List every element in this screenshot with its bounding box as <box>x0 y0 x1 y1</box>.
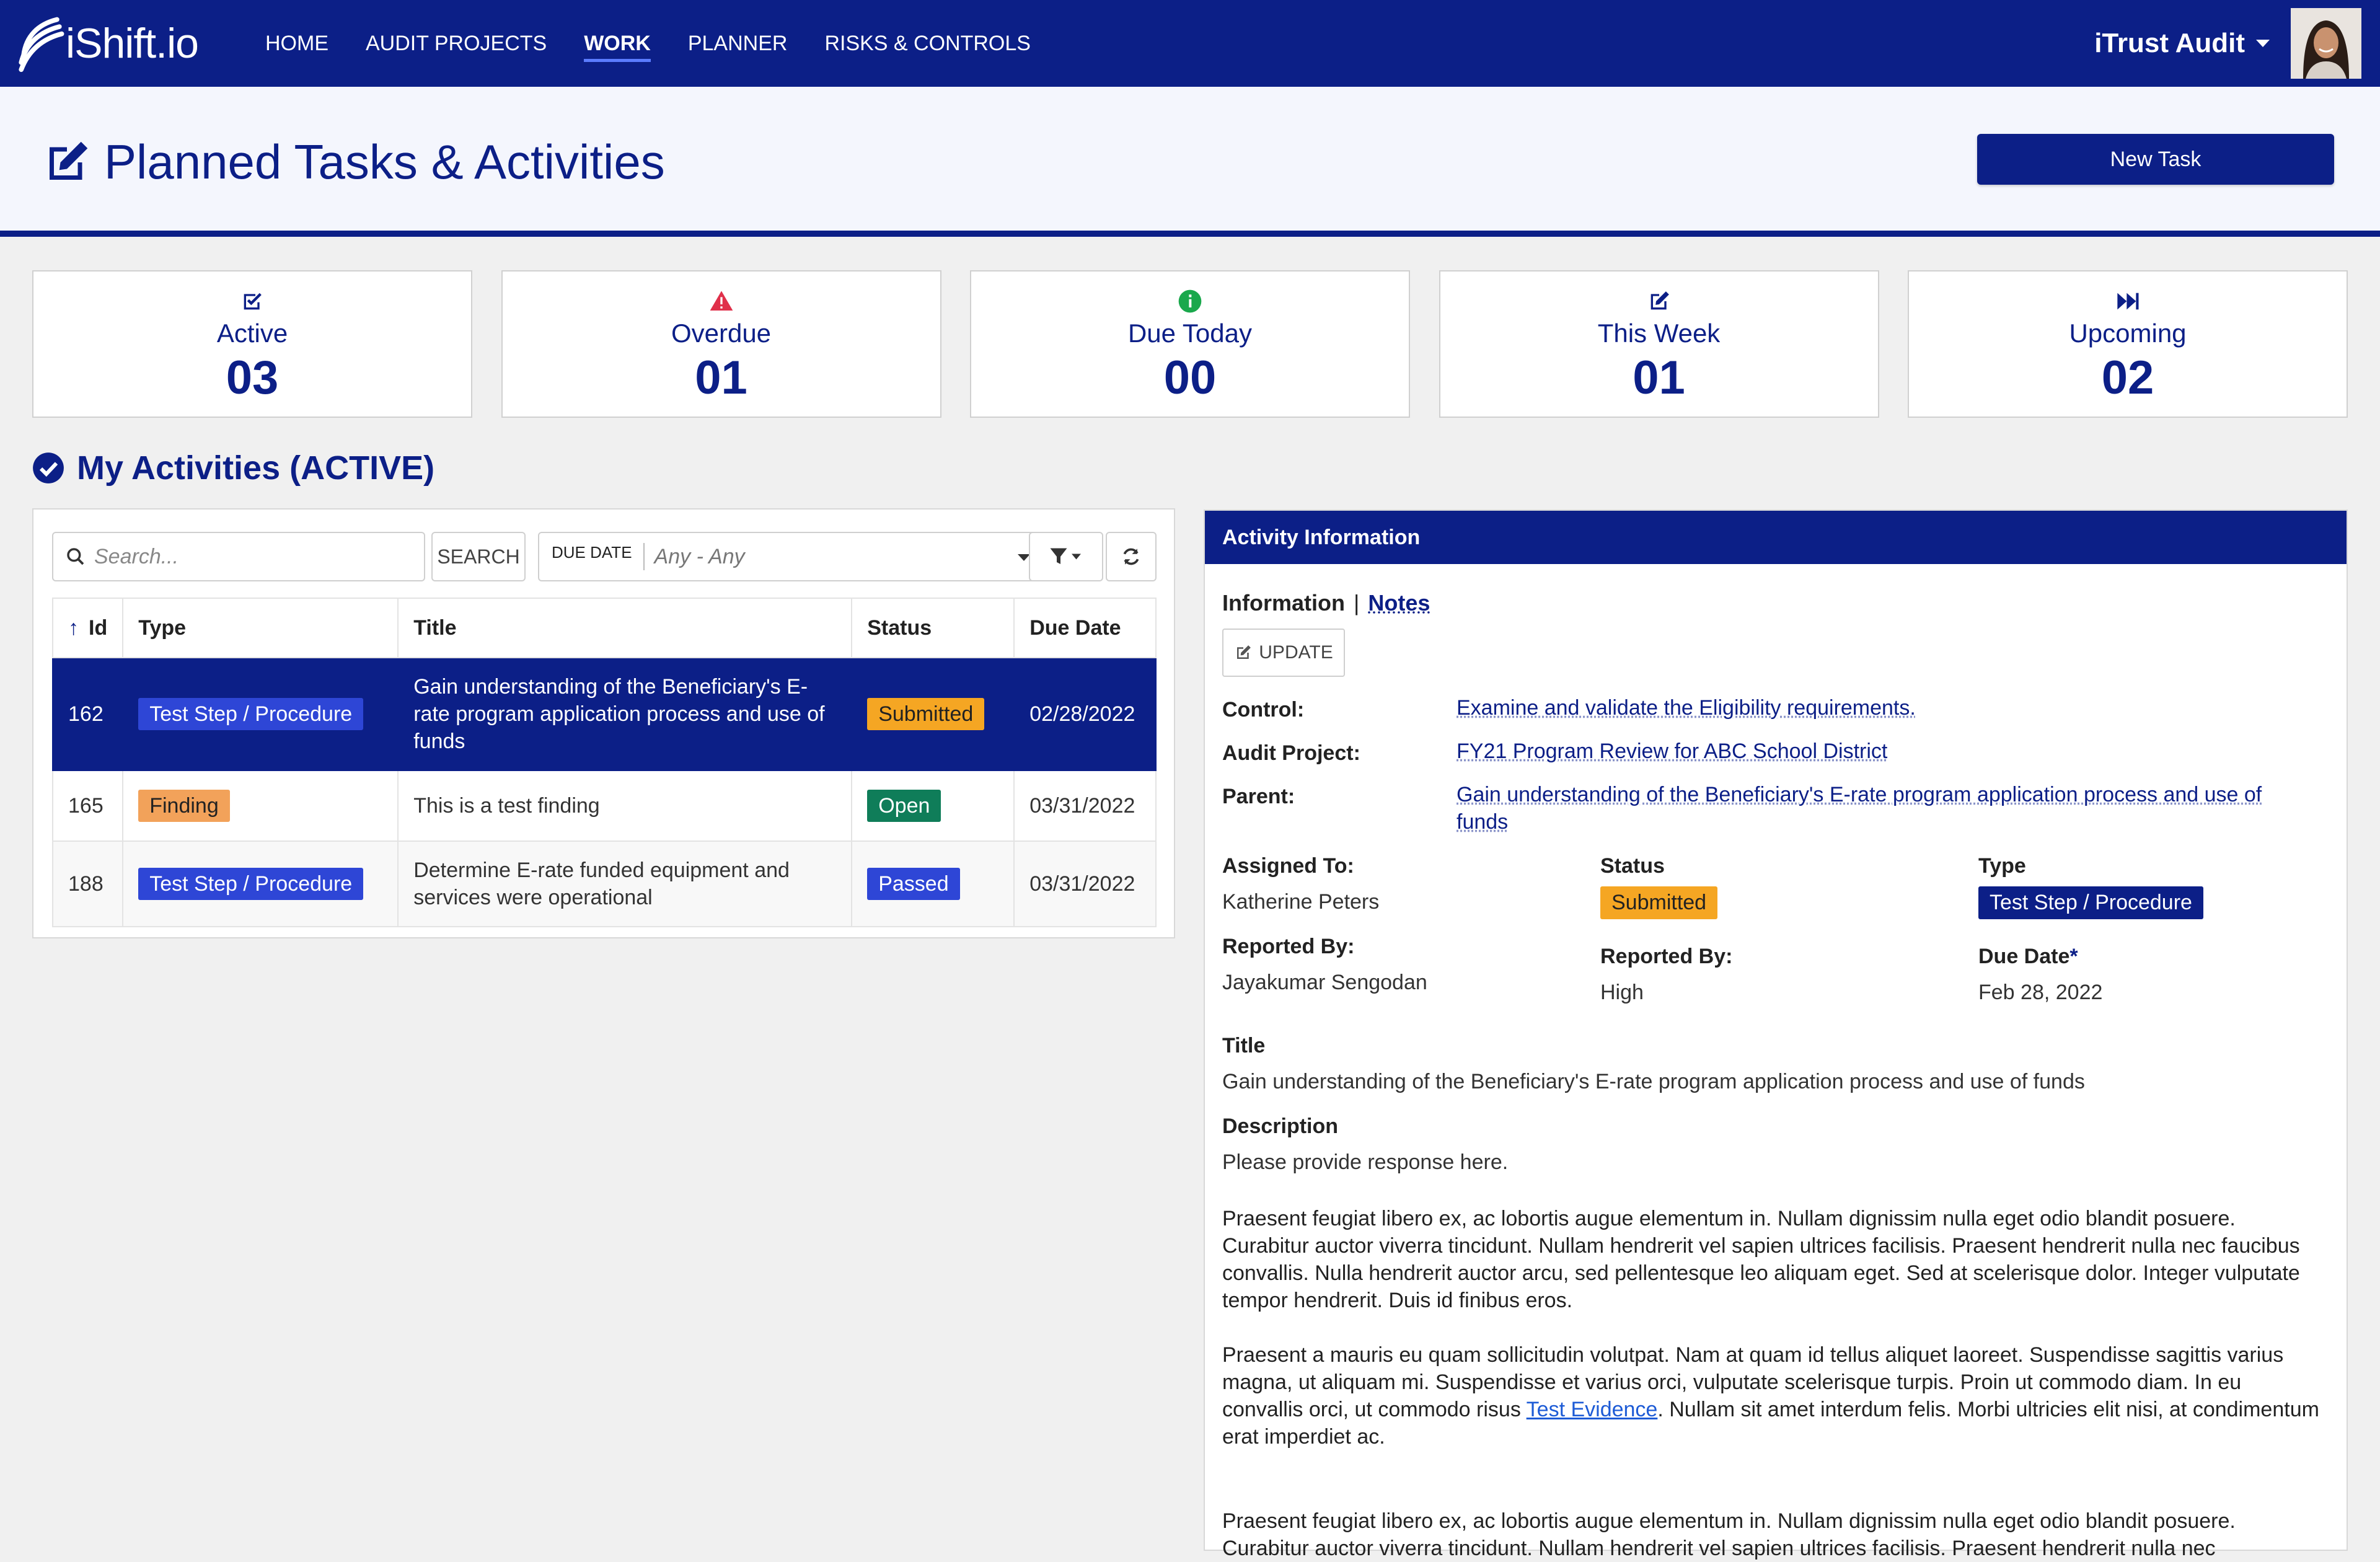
type-badge: Test Step / Procedure <box>1978 886 2203 919</box>
type-badge: Test Step / Procedure <box>138 698 363 731</box>
stat-card-overdue[interactable] <box>501 270 941 418</box>
paragraph-text: . Nullam sit amet interdum felis. Morbi ultricies elit nisi, at condimentum erat imperdiet ac. <box>1222 1398 2319 1449</box>
section-title <box>32 449 434 487</box>
activities-table <box>52 598 1157 927</box>
status-badge: Passed <box>867 868 959 901</box>
panel-header: Activity Information <box>1205 511 2347 564</box>
stat-label: This Week <box>1597 319 1721 348</box>
activities-panel <box>32 508 1175 938</box>
stat-card-this-week[interactable] <box>1439 270 1879 418</box>
page-header <box>0 87 2380 237</box>
warning-icon <box>709 289 734 314</box>
activity-info-panel <box>1204 510 2348 1560</box>
paragraph-text: Praesent a mauris eu quam sollicitudin volutpat. Nam at quam id tellus aliquet laoreet. Suspendisse sagittis varius magna, ut aliquam mi. Suspendisse et varius orci, vulputate scelerisque turpis. Proin ut commodo diam. In eu convallis orci, ut commodo risus <box>1222 1343 2284 1421</box>
check-square-icon <box>240 289 265 314</box>
nav-home[interactable]: HOME <box>265 31 328 55</box>
stat-card-due-today[interactable] <box>970 270 1410 418</box>
cell-due-date: 03/31/2022 <box>1014 841 1156 927</box>
cell-status <box>852 770 1014 841</box>
sort-ascending-icon: ↑ <box>68 616 79 640</box>
status-badge: Open <box>867 790 941 823</box>
top-nav <box>0 0 2380 87</box>
tab-information[interactable]: Information <box>1222 590 1345 616</box>
section-heading: My Activities (ACTIVE) <box>77 449 435 487</box>
cell-id: 165 <box>53 770 123 841</box>
page-title: Planned Tasks & Activities <box>104 135 665 189</box>
status-badge-wrap <box>1600 886 1717 919</box>
type-badge: Test Step / Procedure <box>138 868 363 901</box>
reported-by-label: Reported By: <box>1222 935 1355 958</box>
stat-value: 02 <box>2101 351 2154 404</box>
edit-icon <box>41 136 93 188</box>
filter-icon <box>1049 547 1083 566</box>
cell-id: 162 <box>53 658 123 770</box>
status-badge: Submitted <box>867 698 984 731</box>
stat-label: Overdue <box>671 319 772 348</box>
org-switcher[interactable] <box>2094 24 2270 63</box>
column-header-title[interactable]: Title <box>398 598 852 658</box>
table-row[interactable] <box>53 770 1156 841</box>
tab-divider: | <box>1353 590 1360 616</box>
due-date-label <box>1978 945 2078 969</box>
stat-label: Upcoming <box>2069 319 2187 348</box>
info-icon <box>1178 289 1202 314</box>
edit-icon <box>1647 289 1672 314</box>
status-badge: Submitted <box>1600 886 1717 919</box>
search-button[interactable]: SEARCH <box>431 532 526 581</box>
description-paragraph: Praesent feugiat libero ex, ac lobortis augue elementum in. Nullam dignissim nulla eget odio blandit posuere. Curabitur auctor viverra tincidunt. Nullam hendrerit vel sapien ultrices facilisis. Praesent hendrerit nulla nec faucibus convallis. Nulla hendrerit auctor arcu, sed pellentesque leo aliquam eget. Sed at scelerisque dolor. Integer vulputate tempor hendrerit. Duis id finibus eros. <box>1222 1207 2300 1312</box>
stat-label: Due Today <box>1127 319 1253 348</box>
column-header-type[interactable]: Type <box>123 598 398 658</box>
title-value: Gain understanding of the Beneficiary's E-rate program application process and use of funds <box>1222 1070 2085 1093</box>
refresh-icon <box>1121 546 1142 567</box>
cell-type <box>123 841 398 927</box>
stat-value: 03 <box>226 351 279 404</box>
due-date-value: Feb 28, 2022 <box>1978 981 2103 1004</box>
stat-value: 01 <box>695 351 747 404</box>
stat-label: Active <box>216 319 288 348</box>
assigned-to-value: Katherine Peters <box>1222 890 1380 914</box>
parent-link[interactable]: Gain understanding of the Beneficiary's E-rate program application process and use of funds <box>1457 783 2262 834</box>
parent-label: Parent: <box>1222 785 1295 808</box>
new-task-button[interactable]: New Task <box>1977 134 2334 185</box>
description-label: Description <box>1222 1114 1339 1138</box>
due-date-value: Any - Any <box>654 544 745 568</box>
cell-due-date: 02/28/2022 <box>1014 658 1156 770</box>
assigned-to-label: Assigned To: <box>1222 854 1354 878</box>
type-label: Type <box>1978 854 2026 878</box>
fast-forward-icon <box>2115 289 2140 314</box>
type-badge-wrap <box>1978 886 2203 919</box>
due-date-filter[interactable] <box>538 532 1044 581</box>
brand-name: iShift.io <box>66 20 198 67</box>
chevron-down-icon <box>2256 40 2270 47</box>
nav-planner[interactable]: PLANNER <box>687 31 788 55</box>
column-header-id[interactable] <box>53 598 123 658</box>
refresh-button[interactable] <box>1106 532 1157 581</box>
required-marker: * <box>2069 945 2078 968</box>
nav-risks-controls[interactable]: RISKS & CONTROLS <box>824 31 1031 55</box>
cell-status <box>852 658 1014 770</box>
title-label: Title <box>1222 1034 1266 1057</box>
cell-id: 188 <box>53 841 123 927</box>
description-paragraph <box>1222 1341 2325 1450</box>
column-header-due-date[interactable]: Due Date <box>1014 598 1156 658</box>
nav-audit-projects[interactable]: AUDIT PROJECTS <box>366 31 547 55</box>
cell-title: This is a test finding <box>398 770 852 841</box>
stat-card-active[interactable] <box>32 270 472 418</box>
avatar[interactable] <box>2291 8 2361 79</box>
org-name: iTrust Audit <box>2094 28 2245 58</box>
reported-by-value-2: High <box>1600 981 1644 1004</box>
check-circle-icon <box>32 452 64 484</box>
chevron-down-icon <box>1018 554 1030 561</box>
cell-status <box>852 841 1014 927</box>
cell-type <box>123 770 398 841</box>
control-link[interactable]: Examine and validate the Eligibility requirements. <box>1457 696 1916 720</box>
description-paragraph: Praesent feugiat libero ex, ac lobortis augue elementum in. Nullam dignissim nulla eget odio blandit posuere. Curabitur auctor viverra tincidunt. Nullam hendrerit vel sapien ultrices facilisis. Praesent hendrerit nulla nec <box>1222 1509 2236 1560</box>
page-title-group <box>41 134 665 190</box>
test-evidence-link[interactable]: Test Evidence <box>1526 1398 1658 1421</box>
status-label: Status <box>1600 854 1665 878</box>
stat-value: 01 <box>1633 351 1685 404</box>
edit-icon <box>1234 643 1253 662</box>
update-button[interactable] <box>1222 629 1345 677</box>
search-field[interactable] <box>52 532 425 581</box>
table-row[interactable] <box>53 658 1156 770</box>
cell-due-date: 03/31/2022 <box>1014 770 1156 841</box>
table-header-row <box>53 598 1156 658</box>
description-intro: Please provide response here. <box>1222 1150 1509 1174</box>
divider <box>643 543 645 570</box>
stats-row <box>32 270 2348 418</box>
main-menu <box>265 0 1068 87</box>
column-label: Id <box>89 616 108 640</box>
table-row[interactable] <box>53 841 1156 927</box>
nav-work[interactable]: WORK <box>584 0 651 87</box>
reported-by-label-2: Reported By: <box>1600 945 1733 968</box>
tab-notes[interactable]: Notes <box>1368 590 1430 616</box>
stat-value: 00 <box>1163 351 1217 404</box>
user-avatar-icon <box>2291 8 2361 79</box>
column-header-status[interactable]: Status <box>852 598 1014 658</box>
due-date-text: Due Date <box>1978 945 2070 968</box>
brand-logo[interactable] <box>16 11 198 76</box>
type-badge: Finding <box>138 790 230 823</box>
cell-title: Gain understanding of the Beneficiary's E-rate program application process and use of funds <box>398 658 852 770</box>
filter-button[interactable] <box>1029 532 1103 581</box>
audit-project-link[interactable]: FY21 Program Review for ABC School District <box>1457 739 1888 763</box>
search-icon <box>66 547 86 567</box>
detail-tabs <box>1222 590 1430 616</box>
cell-type <box>123 658 398 770</box>
search-input[interactable] <box>94 545 404 569</box>
stat-card-upcoming[interactable] <box>1908 270 2348 418</box>
due-date-label: DUE DATE <box>552 542 632 562</box>
control-label: Control: <box>1222 698 1305 721</box>
update-label: UPDATE <box>1259 642 1333 663</box>
cell-title: Determine E-rate funded equipment and services were operational <box>398 841 852 927</box>
logo-icon <box>16 12 64 74</box>
reported-by-value: Jayakumar Sengodan <box>1222 971 1427 994</box>
audit-project-label: Audit Project: <box>1222 741 1360 765</box>
